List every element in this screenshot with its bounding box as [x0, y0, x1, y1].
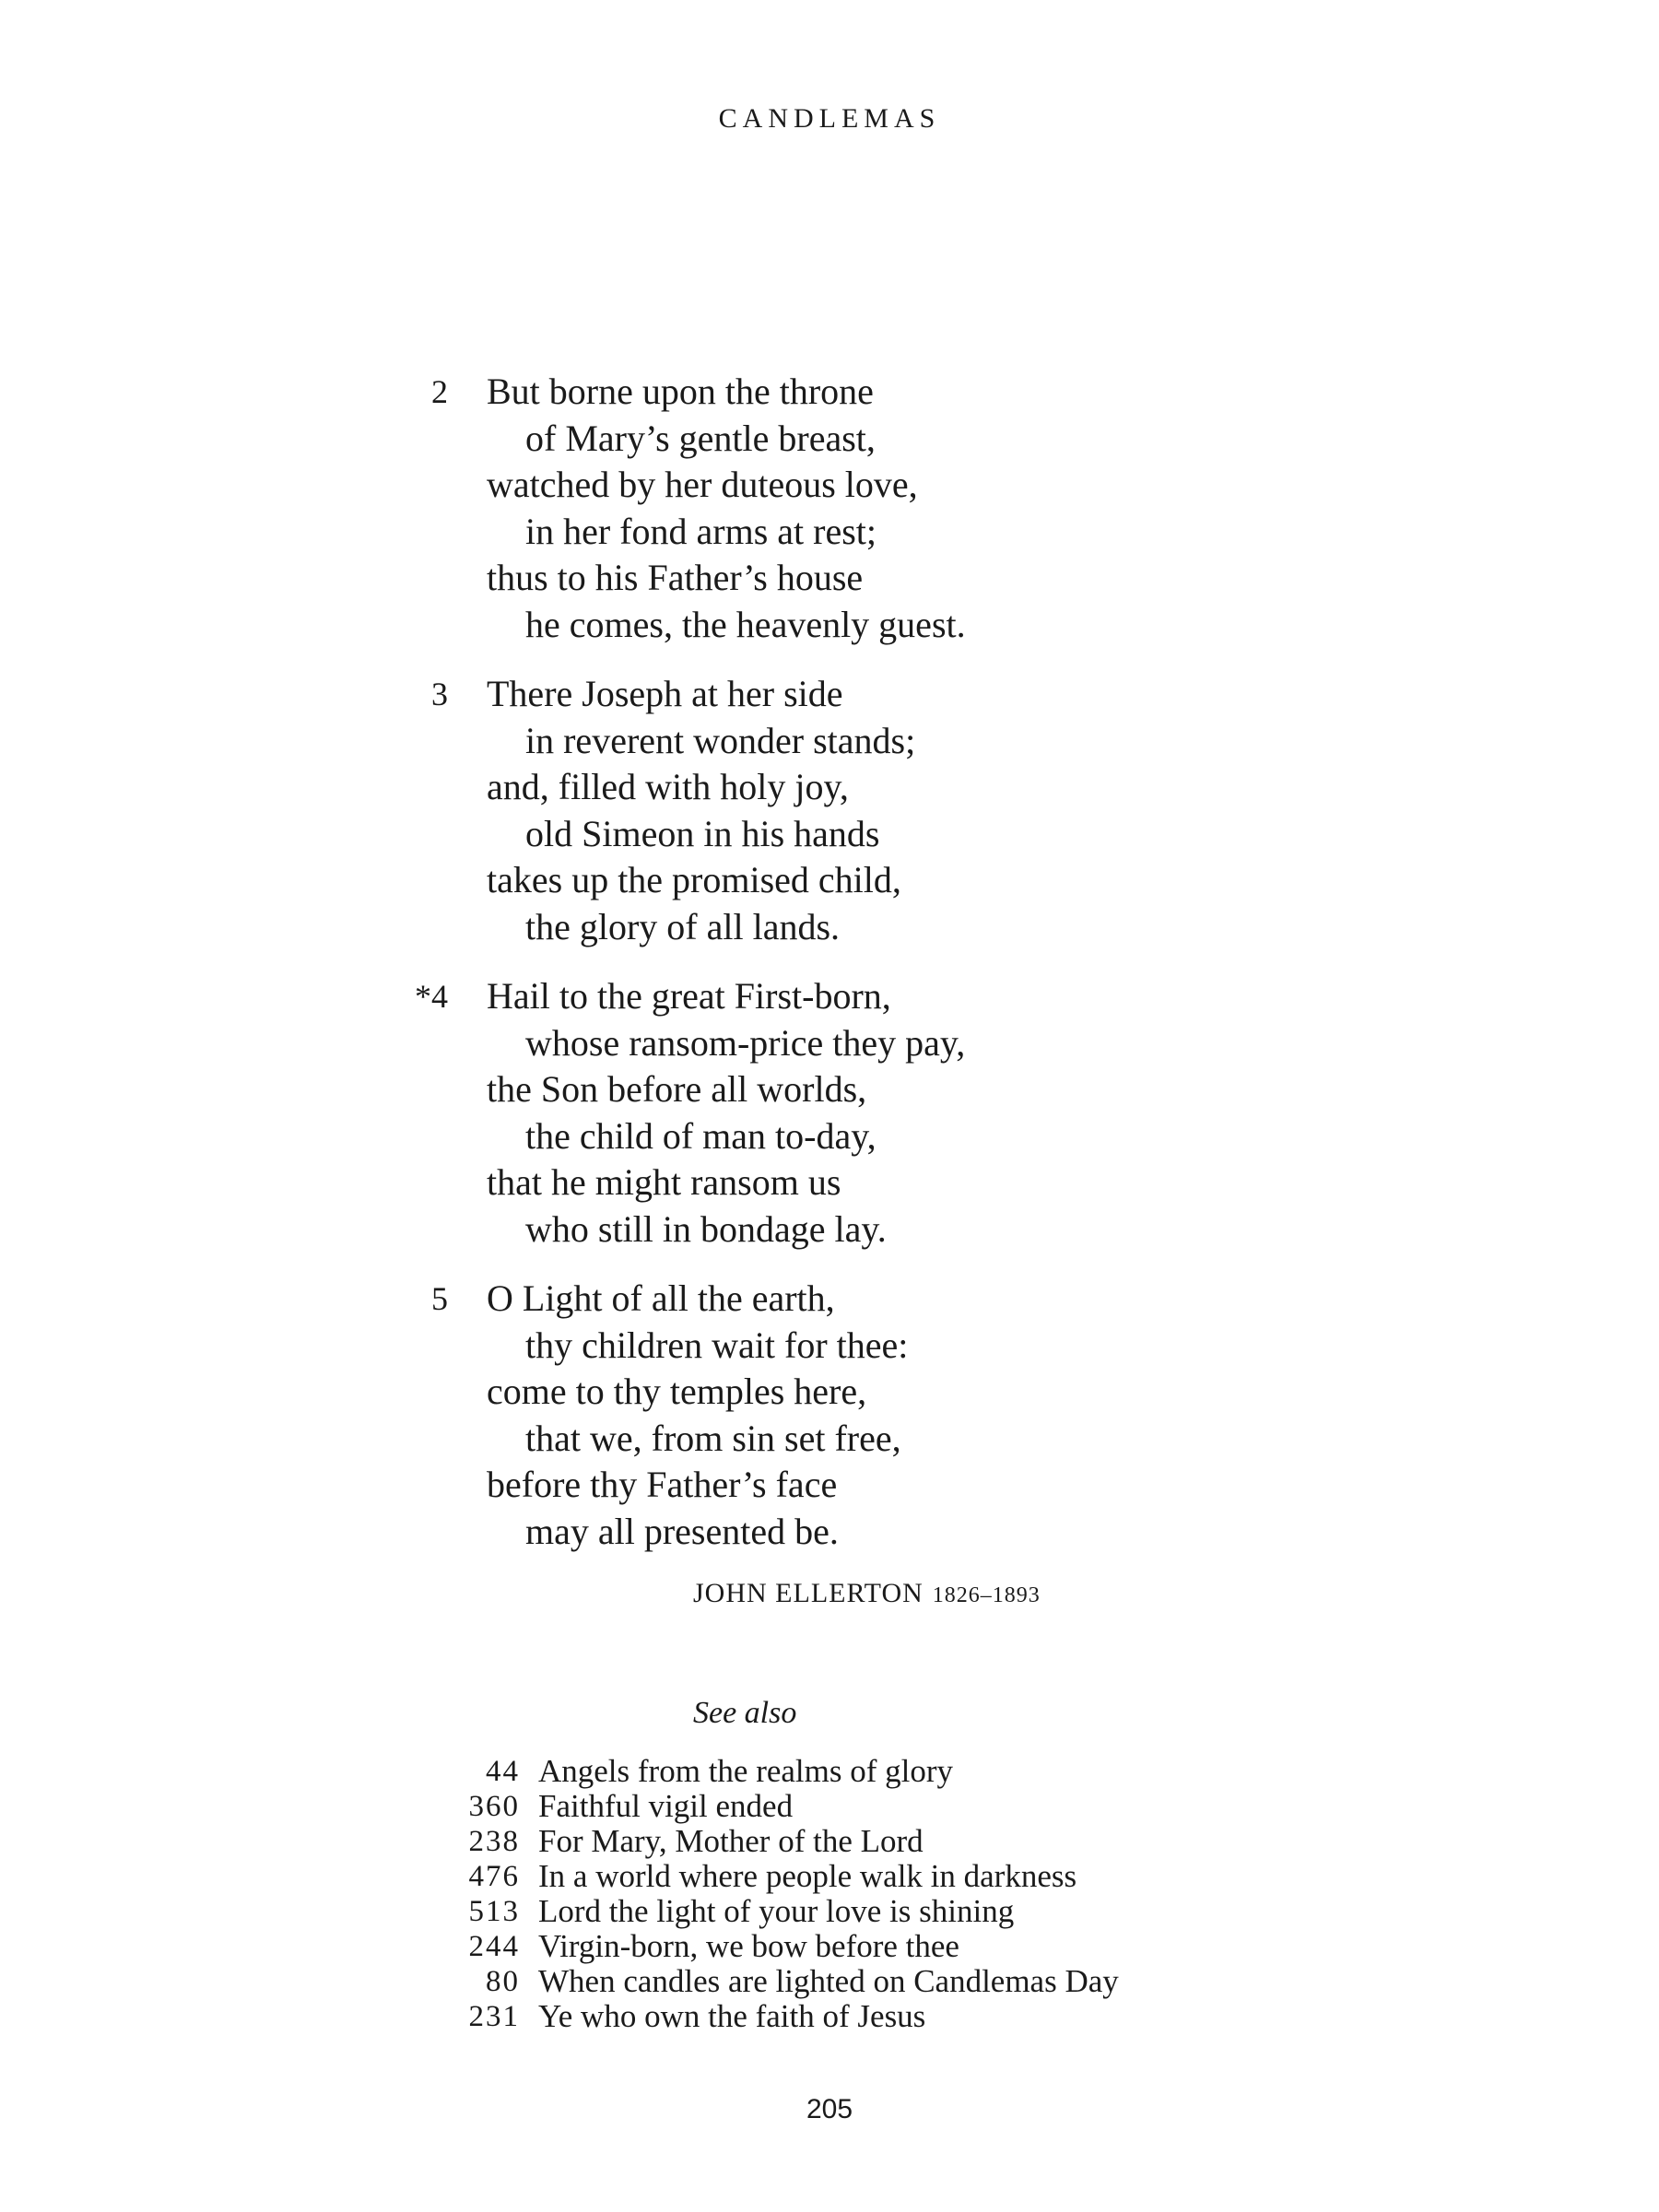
- verse-number: *4: [415, 978, 448, 1015]
- see-also-item: [0, 1999, 1659, 2034]
- verse-line: who still in bondage lay.: [525, 1207, 887, 1250]
- hymn-number: 476: [468, 1860, 520, 1893]
- hymn-number: 513: [468, 1895, 520, 1928]
- page-number: 205: [806, 2094, 853, 2124]
- hymn-number: 80: [486, 1965, 520, 1998]
- hymn-title: For Mary, Mother of the Lord: [538, 1823, 924, 1859]
- verse-lines: [487, 369, 1659, 648]
- verse-line: the Son before all worlds,: [487, 1068, 867, 1110]
- see-also-item: [0, 1964, 1659, 1999]
- verse-line: thy children wait for thee:: [525, 1324, 909, 1366]
- verse-line: whose ransom-price they pay,: [525, 1021, 966, 1064]
- see-also-item: [0, 1824, 1659, 1859]
- verse-line: in her fond arms at rest;: [525, 510, 877, 552]
- verse-line: O Light of all the earth,: [487, 1277, 835, 1319]
- verse: [0, 973, 1659, 1253]
- hymn-title: Ye who own the faith of Jesus: [538, 1998, 926, 2034]
- verse-line: old Simeon in his hands: [525, 812, 880, 854]
- see-also-item: [0, 1929, 1659, 1964]
- see-also-heading: See also: [693, 1696, 797, 1730]
- verse-line: that we, from sin set free,: [525, 1417, 901, 1459]
- verse: [0, 369, 1659, 648]
- author-attribution: [693, 1578, 1041, 1609]
- see-also-list: [0, 1754, 1659, 2034]
- hymn-number: 44: [486, 1755, 520, 1788]
- verse-number: 2: [431, 373, 448, 410]
- verse-line: and, filled with holy joy,: [487, 766, 849, 807]
- verse-lines: [487, 1276, 1659, 1555]
- hymn-number: 238: [468, 1825, 520, 1858]
- hymn-number: 360: [468, 1790, 520, 1823]
- verse-line: before thy Father’s face: [487, 1464, 838, 1505]
- verse-line: But borne upon the throne: [487, 371, 874, 412]
- hymn-number: 231: [468, 2000, 520, 2033]
- verse-line: he comes, the heavenly guest.: [525, 603, 966, 645]
- hymn-title: In a world where people walk in darkness: [538, 1858, 1077, 1894]
- hymn-title: Faithful vigil ended: [538, 1788, 794, 1824]
- see-also-item: [0, 1789, 1659, 1824]
- see-also-item: [0, 1894, 1659, 1929]
- verse: [0, 671, 1659, 950]
- verse-line: that he might ransom us: [487, 1161, 841, 1203]
- hymn-title: Virgin-born, we bow before thee: [538, 1928, 959, 1964]
- verse-line: come to thy temples here,: [487, 1371, 867, 1412]
- author-name: JOHN ELLERTON: [693, 1578, 924, 1608]
- verse-lines: [487, 671, 1659, 950]
- verse: [0, 1276, 1659, 1555]
- hymn-title: When candles are lighted on Candlemas Day: [538, 1963, 1119, 1999]
- see-also-item: [0, 1754, 1659, 1789]
- verse-lines: [487, 973, 1659, 1253]
- verse-number: 3: [431, 676, 448, 712]
- verse-line: There Joseph at her side: [487, 673, 843, 714]
- author-dates: 1826–1893: [932, 1583, 1041, 1607]
- hymn-verses: [0, 369, 1659, 1578]
- verse-line: the child of man to-day,: [525, 1114, 877, 1157]
- verse-line: Hail to the great First-born,: [487, 975, 891, 1017]
- verse-line: watched by her duteous love,: [487, 464, 918, 505]
- verse-line: thus to his Father’s house: [487, 557, 864, 598]
- verse-line: takes up the promised child,: [487, 859, 901, 900]
- see-also-item: [0, 1859, 1659, 1894]
- running-head: CANDLEMAS: [718, 103, 941, 134]
- hymn-title: Angels from the realms of glory: [538, 1753, 954, 1789]
- hymn-number: 244: [468, 1930, 520, 1963]
- verse-line: may all presented be.: [525, 1510, 839, 1552]
- verse-number: 5: [431, 1280, 448, 1317]
- verse-line: the glory of all lands.: [525, 905, 841, 947]
- hymn-title: Lord the light of your love is shining: [538, 1893, 1015, 1929]
- verse-line: in reverent wonder stands;: [525, 719, 916, 761]
- verse-line: of Mary’s gentle breast,: [525, 417, 876, 459]
